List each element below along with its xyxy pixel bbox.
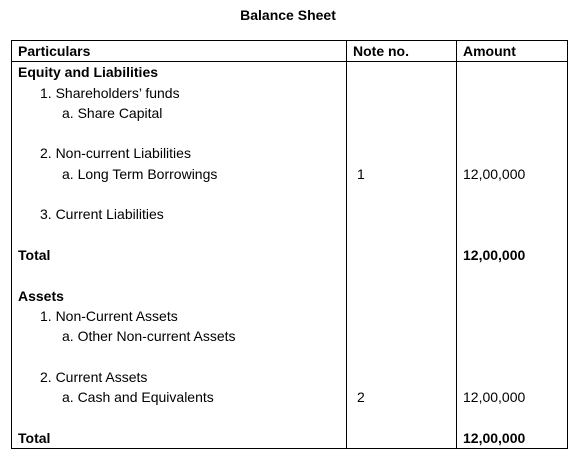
amount-cell [457,83,568,103]
particulars-cell: a. Share Capital [12,103,347,123]
amount-cell [457,346,568,366]
note-cell: 2 [347,387,457,407]
amount-cell [457,306,568,326]
table-row [12,184,568,204]
particulars-cell [12,225,347,245]
particulars-cell: 2. Non-current Liabilities [12,143,347,163]
table-row [12,407,568,427]
table-row [12,265,568,285]
table-row [12,306,568,326]
column-header-note: Note no. [347,41,457,62]
note-cell [347,407,457,427]
table-row [12,103,568,123]
total-amount: 12,00,000 [457,245,568,265]
note-cell [347,428,457,449]
page-title: Balance Sheet [240,7,336,23]
total-row [12,428,568,449]
particulars-cell [12,123,347,143]
amount-cell [457,367,568,387]
section-heading-equity-liabilities: Equity and Liabilities [12,62,347,83]
table-row [12,387,568,407]
table-row [12,225,568,245]
header-row [12,41,568,62]
amount-cell [457,204,568,224]
table-row [12,83,568,103]
total-amount: 12,00,000 [457,428,568,449]
table-row [12,62,568,83]
amount-cell [457,407,568,427]
particulars-cell: 1. Non-Current Assets [12,306,347,326]
table-row [12,123,568,143]
amount-cell [457,265,568,285]
note-cell [347,286,457,306]
note-cell [347,225,457,245]
amount-cell: 12,00,000 [457,387,568,407]
table-row [12,143,568,163]
note-cell [347,367,457,387]
note-cell [347,184,457,204]
total-label: Total [12,245,347,265]
total-row [12,245,568,265]
particulars-cell [12,184,347,204]
note-cell [347,62,457,83]
amount-cell [457,62,568,83]
amount-cell [457,123,568,143]
particulars-cell: a. Other Non-current Assets [12,326,347,346]
note-cell [347,103,457,123]
amount-cell [457,103,568,123]
section-heading-assets: Assets [12,286,347,306]
note-cell: 1 [347,164,457,184]
column-header-particulars: Particulars [12,41,347,62]
note-cell [347,83,457,103]
column-header-amount: Amount [457,41,568,62]
amount-cell [457,286,568,306]
note-cell [347,204,457,224]
particulars-cell: 1. Shareholders’ funds [12,83,347,103]
note-cell [347,326,457,346]
total-label: Total [12,428,347,449]
particulars-cell: a. Cash and Equivalents [12,387,347,407]
balance-sheet-table [11,40,568,449]
table-row [12,326,568,346]
amount-cell [457,225,568,245]
amount-cell: 12,00,000 [457,164,568,184]
table-row [12,346,568,366]
table-row [12,204,568,224]
table-row [12,367,568,387]
particulars-cell: 3. Current Liabilities [12,204,347,224]
particulars-cell: 2. Current Assets [12,367,347,387]
note-cell [347,143,457,163]
note-cell [347,245,457,265]
note-cell [347,306,457,326]
note-cell [347,265,457,285]
amount-cell [457,184,568,204]
particulars-cell [12,407,347,427]
particulars-cell [12,265,347,285]
particulars-cell: a. Long Term Borrowings [12,164,347,184]
amount-cell [457,143,568,163]
particulars-cell [12,346,347,366]
note-cell [347,123,457,143]
note-cell [347,346,457,366]
table-row [12,286,568,306]
amount-cell [457,326,568,346]
table-row [12,164,568,184]
